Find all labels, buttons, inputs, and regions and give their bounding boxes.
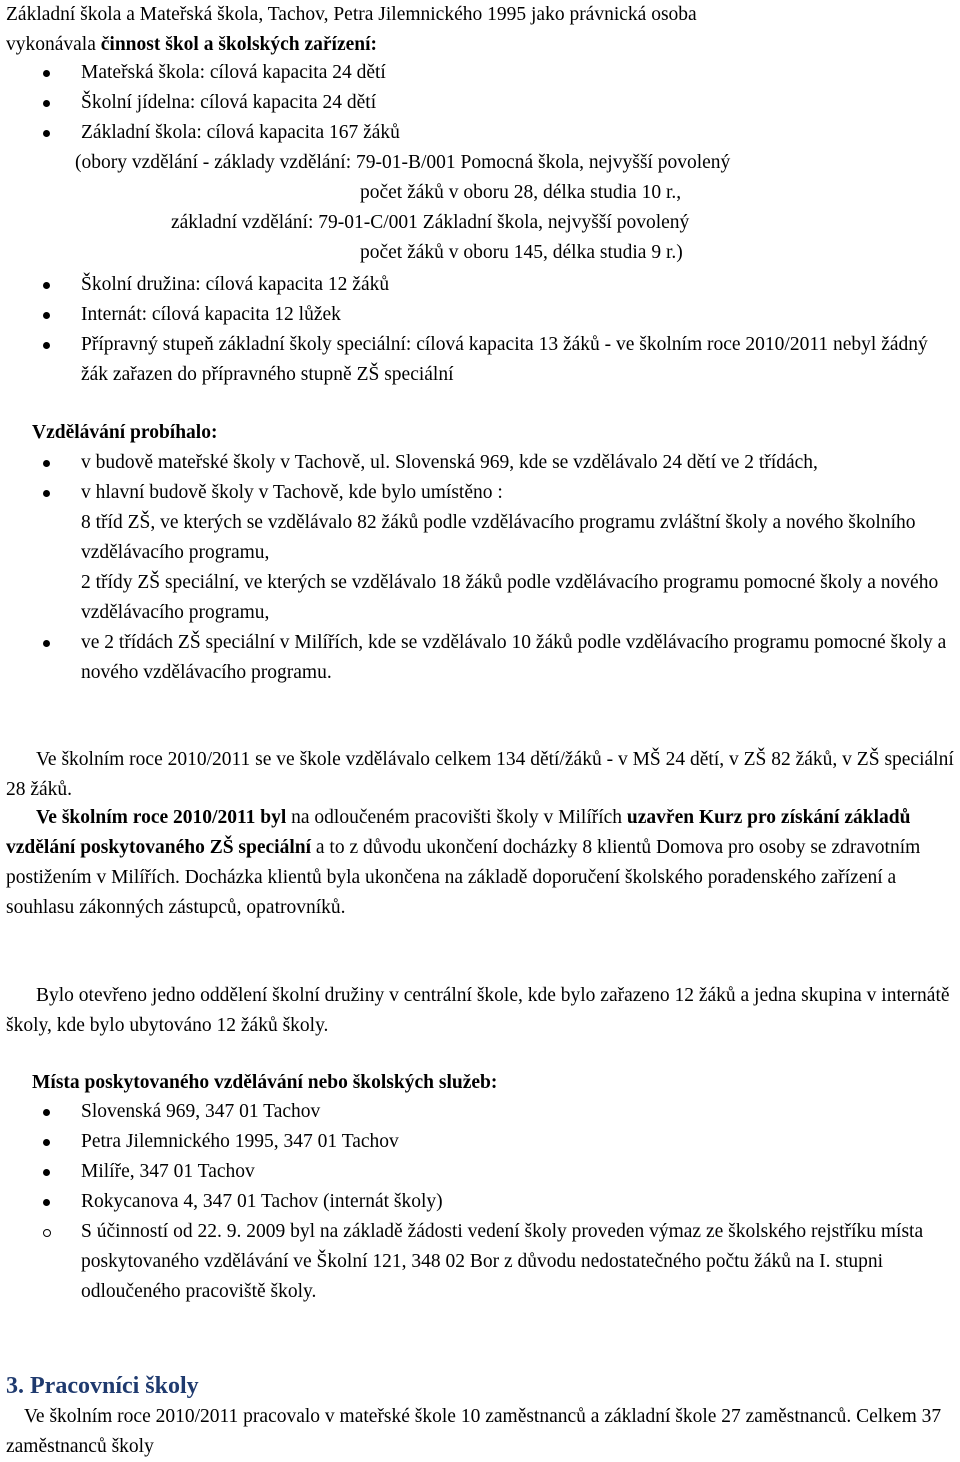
list-item: Školní jídelna: cílová kapacita 24 dětí <box>0 88 956 118</box>
section-3-paragraph: Ve školním roce 2010/2011 pracovalo v mateřské škole 10 zaměstnanců a základní škole 27 zaměstnanců. Celkem 37 zaměstnanců školy <box>6 1406 942 1457</box>
obory-line-2: počet žáků v oboru 28, délka studia 10 r., <box>360 182 682 203</box>
obory-block <box>75 148 956 268</box>
list-item: Přípravný stupeň základní školy speciální: cílová kapacita 13 žáků - ve školním roce 2010/2011 nebyl žádný žák zařazen do přípravného stupně ZŠ speciální <box>0 330 956 390</box>
list-item: Slovenská 969, 347 01 Tachov <box>0 1097 956 1127</box>
summary-paragraph-3: Bylo otevřeno jedno oddělení školní družiny v centrální škole, kde bylo zařazeno 12 žáků a jedna skupina v internátě školy, kde bylo ubytováno 12 žáků školy. <box>6 985 950 1036</box>
list-item-text: v hlavní budově školy v Tachově, kde bylo umístěno : <box>81 482 503 503</box>
list-item: Petra Jilemnického 1995, 347 01 Tachov <box>0 1127 956 1157</box>
list-item: S účinností od 22. 9. 2009 byl na základě žádosti vedení školy proveden výmaz ze školského rejstříku místa poskytovaného vzdělávání ve Školní 121, 348 02 Bor z důvodu nedostatečného počtu žáků na I. stupni odloučeného pracoviště školy. <box>0 1217 956 1307</box>
list-item: ve 2 třídách ZŠ speciální v Milířích, kde se vzdělávalo 10 žáků podle vzdělávacího programu pomocné školy a nového vzdělávacího programu. <box>0 628 956 688</box>
list-item: Mateřská škola: cílová kapacita 24 dětí <box>0 58 956 88</box>
obory-line-4: počet žáků v oboru 145, délka studia 9 r.) <box>360 242 683 263</box>
education-heading: Vzdělávání probíhalo: <box>32 422 218 443</box>
section-number: 3. <box>6 1373 24 1399</box>
list-item <box>0 478 956 628</box>
places-list <box>0 1097 956 1307</box>
section-title: Pracovníci školy <box>30 1373 199 1399</box>
list-item: v budově mateřské školy v Tachově, ul. Slovenská 969, kde se vzdělávalo 24 dětí ve 2 třídách, <box>0 448 956 478</box>
list-item: Rokycanova 4, 347 01 Tachov (internát školy) <box>0 1187 956 1217</box>
summary-paragraph-1: Ve školním roce 2010/2011 se ve škole vzdělávalo celkem 134 dětí/žáků - v MŠ 24 dětí, v ZŠ 82 žáků, v ZŠ speciální 28 žáků. <box>6 749 954 800</box>
obory-line-1: (obory vzdělání - základy vzdělání: 79-01-B/001 Pomocná škola, nejvyšší povolený <box>75 152 731 173</box>
summary-paragraph-2 <box>6 803 956 923</box>
intro-line-2-bold: činnost škol a školských zařízení: <box>100 34 378 55</box>
summary-p2-text-2: a to z důvodu ukončení docházky 8 klientů Domova pro osoby se zdravotním postižením v Milířích. Docházka klientů byla ukončena na základě doporučení školského poradenského zařízení a souhlasu zákonných zástupců, opatrovníků. <box>6 837 921 918</box>
intro-paragraph <box>6 0 956 60</box>
summary-p2-text-1: na odloučeném pracovišti školy v Milířích <box>286 807 627 828</box>
facilities-list <box>0 58 956 148</box>
education-list <box>0 448 956 688</box>
list-item: Internát: cílová kapacita 12 lůžek <box>0 300 956 330</box>
section-3-heading <box>6 1370 199 1402</box>
summary-p2-bold-2: uzavřen Kurz pro získání základů vzdělání poskytovaného ZŠ speciální <box>6 807 911 858</box>
facilities-list-2 <box>0 270 956 390</box>
summary-p2-bold-1: Ve školním roce 2010/2011 byl <box>36 807 287 828</box>
places-heading: Místa poskytovaného vzdělávání nebo školských služeb: <box>32 1072 498 1093</box>
intro-line-2: vykonávala <box>6 34 101 55</box>
list-item: Školní družina: cílová kapacita 12 žáků <box>0 270 956 300</box>
education-sub-2: 2 třídy ZŠ speciální, ve kterých se vzdělávalo 18 žáků podle vzdělávacího programu pomocné školy a nového vzdělávacího programu, <box>81 572 939 623</box>
list-item: Základní škola: cílová kapacita 167 žáků <box>0 118 956 148</box>
obory-line-3: základní vzdělání: 79-01-C/001 Základní škola, nejvyšší povolený <box>171 212 690 233</box>
education-sub-1: 8 tříd ZŠ, ve kterých se vzdělávalo 82 žáků podle vzdělávacího programu zvláštní školy a nového školního vzdělávacího programu, <box>81 512 916 563</box>
intro-line-1: Základní škola a Mateřská škola, Tachov, Petra Jilemnického 1995 jako právnická osoba <box>6 4 697 25</box>
list-item: Milíře, 347 01 Tachov <box>0 1157 956 1187</box>
